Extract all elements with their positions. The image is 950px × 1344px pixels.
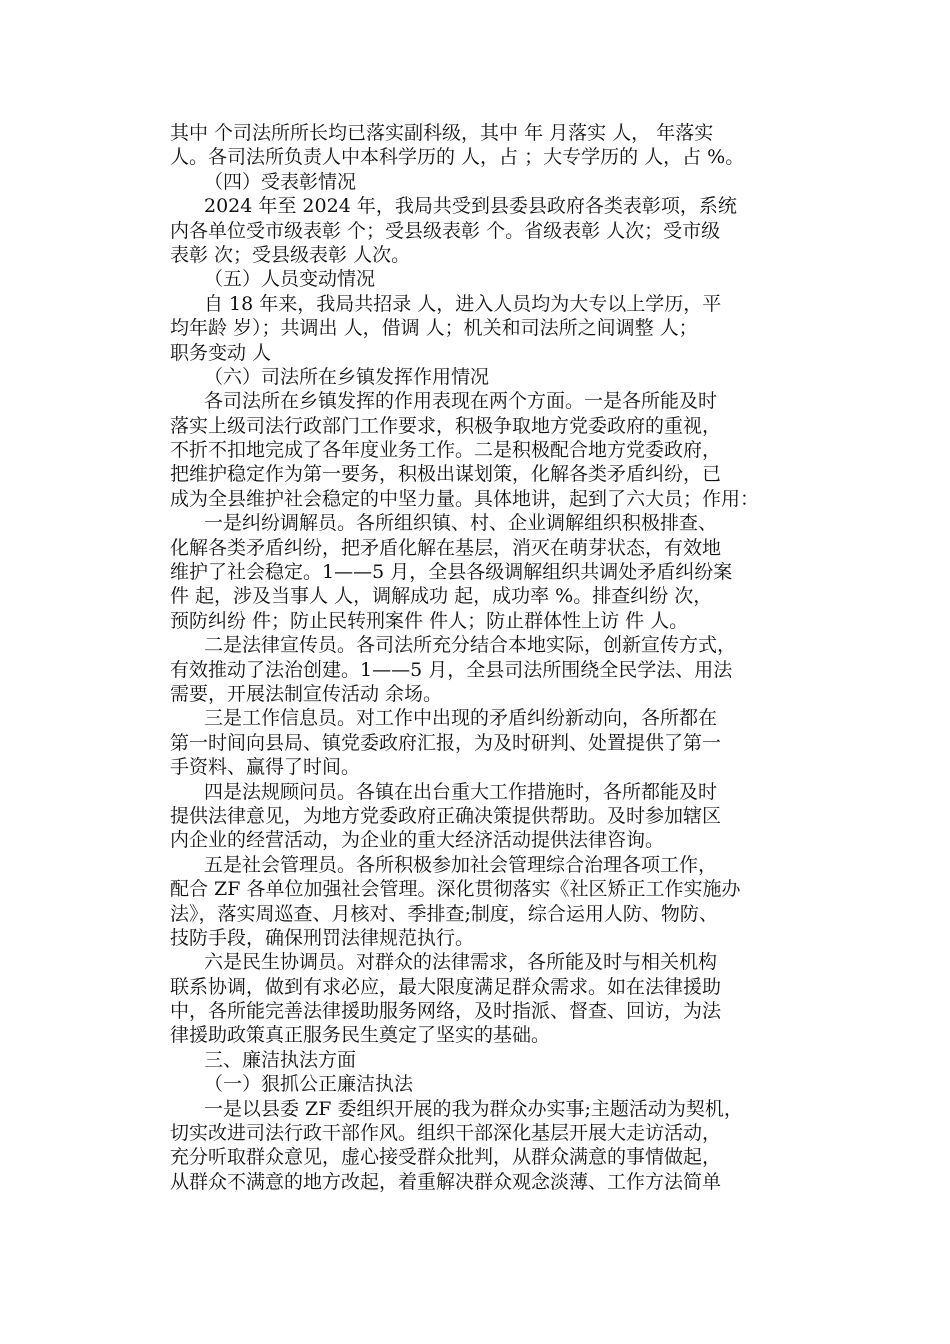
text-line: 二是法律宣传员。各司法所充分结合本地实际，创新宣传方式， (204, 634, 737, 657)
text-line: 职务变动 人 (170, 341, 272, 364)
text-line: 落实上级司法行政部门工作要求，积极争取地方党委政府的重视， (170, 414, 722, 437)
text-line: 充分听取群众意见，虚心接受群众批判，从群众满意的事情做起， (170, 1146, 722, 1169)
text-line: 化解各类矛盾纠纷，把矛盾化解在基层，消灭在萌芽状态，有效地 (170, 536, 722, 559)
text-line: 其中 个司法所所长均已落实副科级，其中 年 月落实 人， 年落实 (170, 122, 714, 144)
text-line: 切实改进司法行政干部作风。组织干部深化基层开展大走访活动， (170, 1122, 722, 1145)
text-line: 手资料、赢得了时间。 (170, 756, 361, 779)
text-line: 法》，落实周巡查、月核对、季排查;制度，综合运用人防、物防、 (170, 902, 718, 925)
text-line: 四是法规顾问员。各镇在出台重大工作措施时，各所都能及时 (204, 780, 718, 803)
text-line: 表彰 次；受县级表彰 人次。 (170, 243, 411, 266)
text-line: 第一时间向县局、镇党委政府汇报，为及时研判、处置提供了第一 (170, 731, 722, 754)
document-page (170, 121, 818, 1194)
text-line: 技防手段，确保刑罚法律规范执行。 (170, 926, 475, 949)
text-line: 三、廉洁执法方面 (204, 1048, 357, 1071)
text-line: （一）狠抓公正廉洁执法 (204, 1073, 414, 1096)
text-line: 自 18 年来，我局共招录 人，进入人员均为大专以上学历，平 (204, 292, 722, 315)
text-line: 三是工作信息员。对工作中出现的矛盾纠纷新动向，各所都在 (204, 707, 718, 730)
text-line: 维护了社会稳定。1——5 月，全县各级调解组织共调处矛盾纠纷案 (170, 561, 733, 584)
text-line: 成为全县维护社会稳定的中坚力量。具体地讲，起到了六大员；作用： (170, 487, 760, 510)
text-line: 人。各司法所负责人中本科学历的 人，占 ；大专学历的 人，占 %。 (170, 146, 745, 169)
text-line: （五）人员变动情况 (204, 268, 376, 291)
text-line: 件 起，涉及当事人 人，调解成功 起，成功率 %。排查纠纷 次， (170, 585, 713, 608)
text-line: 各司法所在乡镇发挥的作用表现在两个方面。一是各所能及时 (204, 390, 718, 413)
text-line: 配合 ZF 各单位加强社会管理。深化贯彻落实《社区矫正工作实施办 (170, 878, 741, 901)
text-line: （四）受表彰情况 (204, 170, 357, 193)
text-line: 有效推动了法治创建。1——5 月，全县司法所围绕全民学法、用法 (170, 658, 733, 681)
text-line: 从群众不满意的地方改起，着重解决群众观念淡薄、工作方法简单 (170, 1170, 722, 1193)
text-line: 不折不扣地完成了各年度业务工作。二是积极配合地方党委政府， (170, 439, 722, 462)
text-line: 中，各所能完善法律援助服务网络，及时指派、督查、回访，为法 (170, 1000, 722, 1023)
text-line: （六）司法所在乡镇发挥作用情况 (204, 365, 490, 388)
text-line: 内企业的经营活动，为企业的重大经济活动提供法律咨询。 (170, 829, 665, 852)
text-line: 需要，开展法制宣传活动 余场。 (170, 682, 443, 705)
text-line: 一是纠纷调解员。各所组织镇、村、企业调解组织积极排查、 (204, 512, 718, 535)
text-line: 把维护稳定作为第一要务，积极出谋划策，化解各类矛盾纠纷，已 (170, 463, 722, 486)
text-line: 一是以县委 ZF 委组织开展的我为群众办实事;主题活动为契机， (204, 1097, 743, 1120)
text-line: 六是民生协调员。对群众的法律需求，各所能及时与相关机构 (204, 951, 718, 974)
text-line: 均年龄 岁）；共调出 人，借调 人；机关和司法所之间调整 人； (170, 317, 698, 340)
text-line: 联系协调，做到有求必应，最大限度满足群众需求。如在法律援助 (170, 975, 722, 998)
text-line: 提供法律意见，为地方党委政府正确决策提供帮助。及时参加辖区 (170, 804, 722, 827)
text-line: 五是社会管理员。各所积极参加社会管理综合治理各项工作， (204, 853, 718, 876)
text-line: 律援助政策真正服务民生奠定了坚实的基础。 (170, 1024, 551, 1047)
text-line: 预防纠纷 件；防止民转刑案件 件人；防止群体性上访 件 人。 (170, 609, 689, 632)
text-line: 内各单位受市级表彰 个；受县级表彰 个。省级表彰 人次；受市级 (170, 219, 721, 242)
text-line: 2024 年至 2024 年，我局共受到县委县政府各类表彰项，系统 (204, 195, 737, 218)
